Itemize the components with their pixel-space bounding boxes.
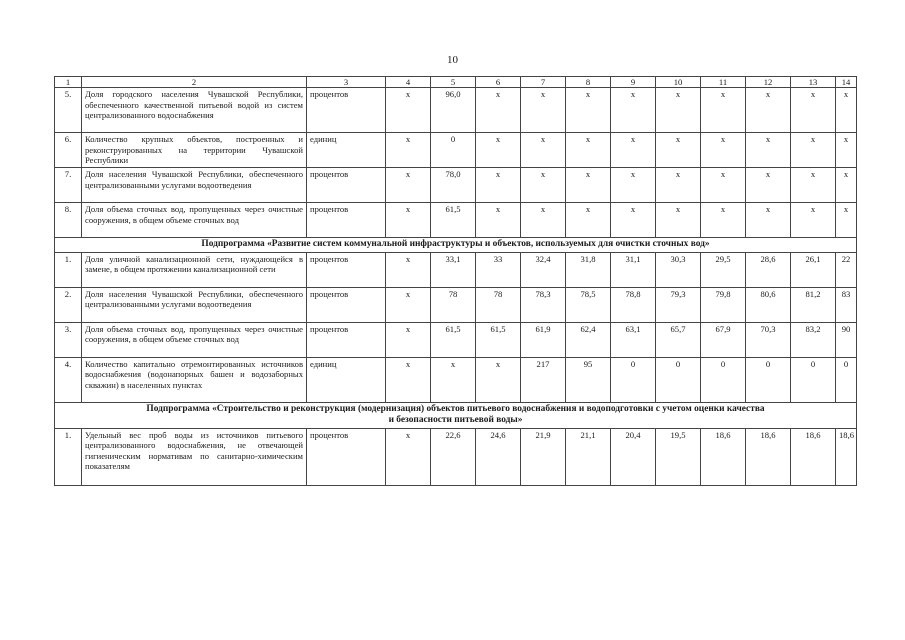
unit-cell: процентов (307, 252, 386, 287)
value-cell: x (386, 322, 431, 357)
value-cell: x (791, 88, 836, 133)
subprogram-title-row (55, 402, 857, 428)
value-cell: x (836, 133, 857, 168)
value-cell: 33 (476, 252, 521, 287)
value-cell: 78 (476, 287, 521, 322)
value-cell: x (791, 133, 836, 168)
value-cell: x (476, 203, 521, 238)
value-cell: x (746, 88, 791, 133)
indicator-name: Удельный вес проб воды из источников питьевого централизованного водоснабжения, не отвечающей гигиеническим нормативам по санитарно-химическим показателям (82, 428, 307, 485)
value-cell: 28,6 (746, 252, 791, 287)
value-cell: x (566, 203, 611, 238)
value-cell: 33,1 (431, 252, 476, 287)
value-cell: 78 (431, 287, 476, 322)
row-number: 4. (55, 357, 82, 402)
subprogram-title: Подпрограмма «Развитие систем коммунальной инфраструктуры и объектов, используемых для очистки сточных вод» (55, 238, 857, 253)
value-cell: 30,3 (656, 252, 701, 287)
table-row (55, 357, 857, 402)
value-cell: x (611, 88, 656, 133)
value-cell: 61,5 (476, 322, 521, 357)
table-row (55, 428, 857, 485)
value-cell: 80,6 (746, 287, 791, 322)
value-cell: 63,1 (611, 322, 656, 357)
table-row (55, 168, 857, 203)
value-cell: 18,6 (701, 428, 746, 485)
value-cell: 83 (836, 287, 857, 322)
value-cell: 78,8 (611, 287, 656, 322)
value-cell: 22,6 (431, 428, 476, 485)
value-cell: 21,1 (566, 428, 611, 485)
column-header: 6 (476, 77, 521, 88)
table-row (55, 287, 857, 322)
column-header: 7 (521, 77, 566, 88)
indicator-name: Доля населения Чувашской Республики, обеспеченного централизованными услугами водоотведения (82, 287, 307, 322)
value-cell: 0 (836, 357, 857, 402)
value-cell: x (611, 168, 656, 203)
value-cell: x (791, 168, 836, 203)
value-cell: x (386, 252, 431, 287)
value-cell: 65,7 (656, 322, 701, 357)
value-cell: 0 (701, 357, 746, 402)
value-cell: 61,5 (431, 203, 476, 238)
table-row (55, 203, 857, 238)
row-number: 1. (55, 252, 82, 287)
column-header: 13 (791, 77, 836, 88)
value-cell: 95 (566, 357, 611, 402)
value-cell: x (611, 133, 656, 168)
value-cell: 0 (611, 357, 656, 402)
value-cell: 0 (431, 133, 476, 168)
value-cell: x (701, 88, 746, 133)
indicator-name: Доля городского населения Чувашской Республики, обеспеченного качественной питьевой водой из систем централизованного водоснабжения (82, 88, 307, 133)
column-number-row (55, 77, 857, 88)
row-number: 5. (55, 88, 82, 133)
value-cell: x (386, 168, 431, 203)
value-cell: 26,1 (791, 252, 836, 287)
value-cell: 24,6 (476, 428, 521, 485)
value-cell: x (386, 357, 431, 402)
unit-cell: процентов (307, 203, 386, 238)
column-header: 12 (746, 77, 791, 88)
value-cell: 83,2 (791, 322, 836, 357)
unit-cell: процентов (307, 428, 386, 485)
value-cell: 96,0 (431, 88, 476, 133)
column-header: 2 (82, 77, 307, 88)
column-header: 9 (611, 77, 656, 88)
indicator-name: Количество крупных объектов, построенных и реконструированных на территории Чувашской Республики (82, 133, 307, 168)
unit-cell: единиц (307, 133, 386, 168)
row-number: 1. (55, 428, 82, 485)
value-cell: x (656, 88, 701, 133)
value-cell: x (521, 133, 566, 168)
value-cell: 78,5 (566, 287, 611, 322)
value-cell: x (476, 168, 521, 203)
value-cell: x (791, 203, 836, 238)
column-header: 10 (656, 77, 701, 88)
indicator-table (54, 76, 857, 486)
column-header: 1 (55, 77, 82, 88)
value-cell: x (476, 88, 521, 133)
value-cell: 67,9 (701, 322, 746, 357)
value-cell: x (836, 88, 857, 133)
unit-cell: процентов (307, 88, 386, 133)
subprogram-title-line: Подпрограмма «Строительство и реконструкция (модернизация) объектов питьевого водоснабжения и водоподготовки с учетом оценки качества (146, 403, 765, 414)
table-row (55, 322, 857, 357)
value-cell: 31,1 (611, 252, 656, 287)
value-cell: x (386, 133, 431, 168)
table-row (55, 252, 857, 287)
value-cell: 90 (836, 322, 857, 357)
value-cell: 217 (521, 357, 566, 402)
value-cell: x (386, 287, 431, 322)
indicator-name: Доля уличной канализационной сети, нуждающейся в замене, в общем протяжении канализационной сети (82, 252, 307, 287)
value-cell: x (431, 357, 476, 402)
value-cell: 81,2 (791, 287, 836, 322)
indicator-table-sheet (54, 76, 856, 486)
column-header: 5 (431, 77, 476, 88)
value-cell: 78,3 (521, 287, 566, 322)
value-cell: 61,9 (521, 322, 566, 357)
value-cell: 62,4 (566, 322, 611, 357)
value-cell: x (656, 203, 701, 238)
value-cell: 18,6 (746, 428, 791, 485)
table-row (55, 88, 857, 133)
value-cell: 78,0 (431, 168, 476, 203)
column-header: 3 (307, 77, 386, 88)
row-number: 6. (55, 133, 82, 168)
value-cell: x (521, 168, 566, 203)
value-cell: x (386, 203, 431, 238)
row-number: 7. (55, 168, 82, 203)
value-cell: x (476, 357, 521, 402)
indicator-name: Доля объема сточных вод, пропущенных через очистные сооружения, в общем объеме сточных вод (82, 203, 307, 238)
value-cell: x (701, 203, 746, 238)
column-header: 4 (386, 77, 431, 88)
value-cell: x (836, 168, 857, 203)
value-cell: x (746, 203, 791, 238)
value-cell: x (701, 133, 746, 168)
page-number: 10 (447, 54, 458, 66)
value-cell: 32,4 (521, 252, 566, 287)
value-cell: x (611, 203, 656, 238)
value-cell: x (566, 168, 611, 203)
value-cell: x (656, 133, 701, 168)
indicator-name: Доля населения Чувашской Республики, обеспеченного централизованными услугами водоотведения (82, 168, 307, 203)
subprogram-title-line: и безопасности питьевой воды» (388, 415, 523, 425)
value-cell: 0 (656, 357, 701, 402)
value-cell: x (476, 133, 521, 168)
value-cell: 18,6 (791, 428, 836, 485)
value-cell: 18,6 (836, 428, 857, 485)
value-cell: 31,8 (566, 252, 611, 287)
indicator-name: Количество капитально отремонтированных источников водоснабжения (водонапорных башен и водозаборных скважин) в населенных пунктах (82, 357, 307, 402)
subprogram-title-row (55, 238, 857, 253)
value-cell: x (701, 168, 746, 203)
indicator-name: Доля объема сточных вод, пропущенных через очистные сооружения, в общем объеме сточных вод (82, 322, 307, 357)
row-number: 2. (55, 287, 82, 322)
value-cell: 19,5 (656, 428, 701, 485)
row-number: 3. (55, 322, 82, 357)
value-cell: x (386, 428, 431, 485)
unit-cell: единиц (307, 357, 386, 402)
table-row (55, 133, 857, 168)
column-header: 14 (836, 77, 857, 88)
value-cell: 0 (746, 357, 791, 402)
value-cell: x (836, 203, 857, 238)
value-cell: 0 (791, 357, 836, 402)
unit-cell: процентов (307, 287, 386, 322)
value-cell: 29,5 (701, 252, 746, 287)
column-header: 11 (701, 77, 746, 88)
value-cell: x (386, 88, 431, 133)
value-cell: 20,4 (611, 428, 656, 485)
value-cell: 21,9 (521, 428, 566, 485)
row-number: 8. (55, 203, 82, 238)
value-cell: 79,3 (656, 287, 701, 322)
unit-cell: процентов (307, 322, 386, 357)
value-cell: x (656, 168, 701, 203)
value-cell: 22 (836, 252, 857, 287)
value-cell: x (566, 133, 611, 168)
value-cell: 79,8 (701, 287, 746, 322)
value-cell: x (521, 203, 566, 238)
value-cell: 61,5 (431, 322, 476, 357)
value-cell: x (746, 133, 791, 168)
unit-cell: процентов (307, 168, 386, 203)
column-header: 8 (566, 77, 611, 88)
value-cell: x (566, 88, 611, 133)
subprogram-title (55, 402, 857, 428)
value-cell: x (746, 168, 791, 203)
value-cell: 70,3 (746, 322, 791, 357)
value-cell: x (521, 88, 566, 133)
